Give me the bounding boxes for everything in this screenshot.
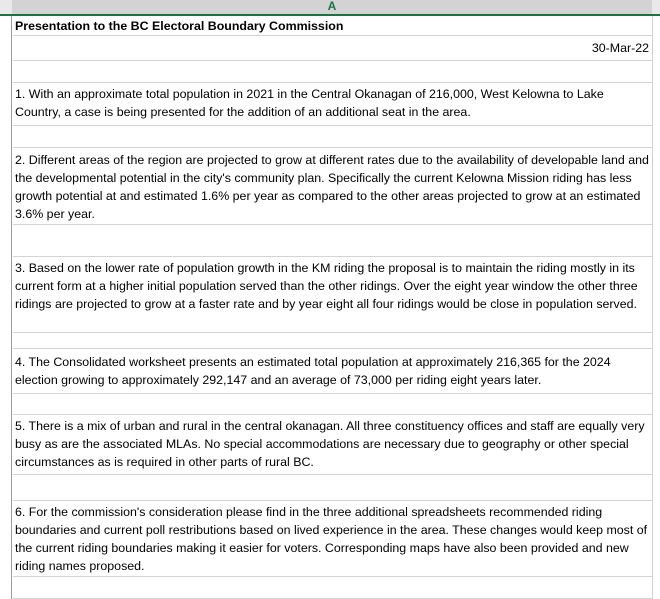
cell-a-spacer[interactable] [13, 333, 652, 349]
column-header-a[interactable]: A [12, 0, 652, 16]
cell-a-spacer[interactable] [13, 475, 652, 501]
cell-a-spacer[interactable] [13, 577, 652, 599]
cell-a-point-4[interactable] [13, 349, 652, 394]
point-1-text: 1. With an approximate total population in 2021 in the Central Okanagan of 216,000, West Kelowna to Lake Country, a case is being presented for the addition of an additional seat in the area. [15, 87, 604, 119]
date-value: 30-Mar-22 [591, 41, 649, 55]
cell-a-date[interactable] [13, 36, 652, 61]
point-5-text: 5. There is a mix of urban and rural in the central okanagan. All three constituency offices and staff are equally very busy as are the associated MLAs. No special accommodations are necessary due to geography or other special circumstances as is required in other parts of rural BC. [15, 419, 645, 469]
cell-a-point-2[interactable] [13, 148, 652, 225]
point-6-text: 6. For the commission's consideration please find in the three additional spreadsheets recommended riding boundaries and current poll restributions based on lived experience in the area. These changes would keep most of the current riding boundaries making it easier for voters. Corresponding maps have also been provided and new riding names proposed. [15, 505, 648, 573]
cell-a-spacer[interactable] [13, 394, 652, 415]
cell-a-spacer[interactable] [13, 225, 652, 257]
cell-a-empty[interactable] [13, 61, 652, 83]
point-2-text: 2. Different areas of the region are projected to grow at different rates due to the availability of developable land and the developmental potential in the city's community plan. Specifically the current Kelowna Mission riding has less growth potential at and estimated 1.6% per year as compared to the other areas projected to grow at an estimated 3.6% per year. [15, 153, 649, 221]
cell-a-spacer[interactable] [13, 126, 652, 148]
sheet-title: Presentation to the BC Electoral Boundary Commission [15, 19, 344, 33]
cell-a-point-1[interactable] [13, 83, 652, 126]
cell-a-point-5[interactable] [13, 415, 652, 475]
cell-a-title[interactable] [13, 16, 652, 36]
row-header-gutter [0, 16, 12, 599]
cell-a-point-6[interactable] [13, 501, 652, 577]
point-3-text: 3. Based on the lower rate of population growth in the KM riding the proposal is to maintain the riding mostly in its current form at a higher initial population served than the other ridings. Over the eight year window the other three ridings are projected to grow at a faster rate and by year eight all four ridings would be close in population served. [15, 261, 638, 311]
cell-a-point-3[interactable] [13, 257, 652, 333]
point-4-text: 4. The Consolidated worksheet presents an estimated total population at approximately 216,365 for the 2024 election growing to approximately 292,147 and an average of 73,000 per riding eight years later. [15, 355, 611, 387]
next-column-edge[interactable] [652, 16, 660, 599]
